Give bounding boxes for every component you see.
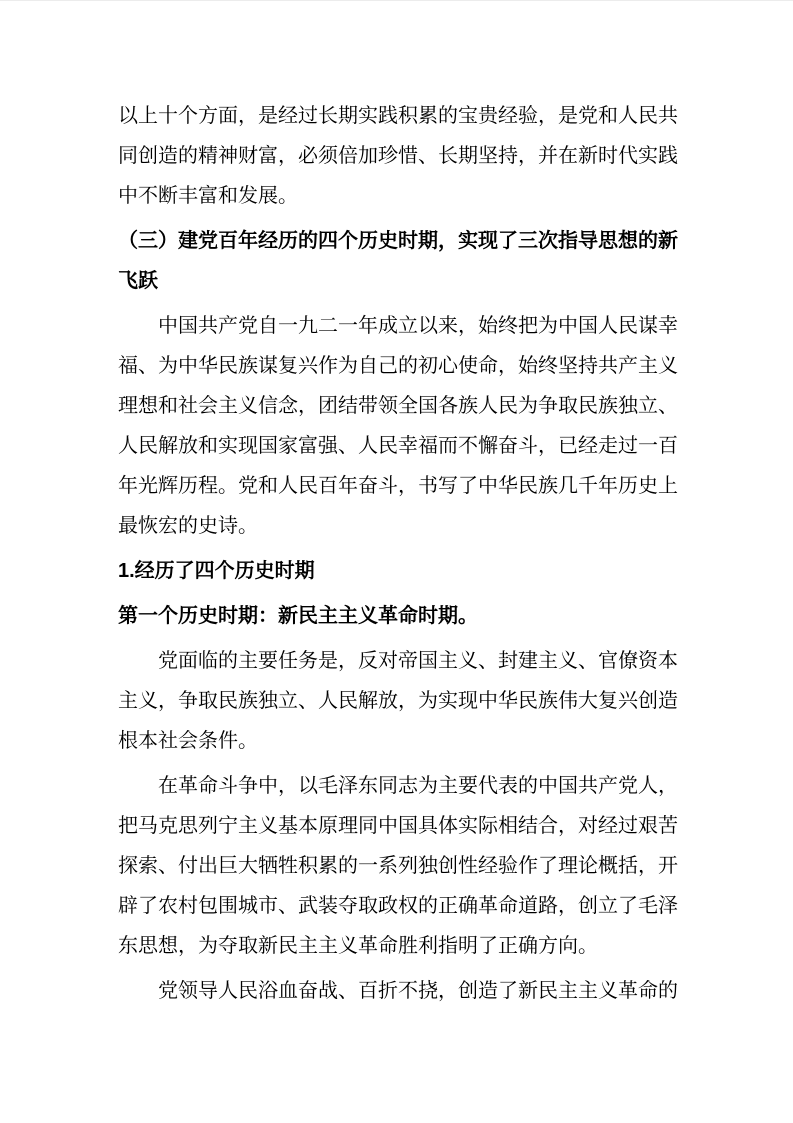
text-line: 东思想，为夺取新民主主义革命胜利指明了正确方向。 [118,935,598,957]
heading-line: 第一个历史时期：新民主主义革命时期。 [118,605,478,627]
text-line: 以上十个方面，是经过长期实践积累的宝贵经验，是党和人民共 [118,105,678,127]
text-line: 党面临的主要任务是，反对帝国主义、封建主义、官僚资本 [158,650,678,672]
text-line: 党领导人民浴血奋战、百折不挠，创造了新民主主义革命的 [158,980,678,1002]
heading-section-three [118,221,678,301]
text-line: 年光辉历程。党和人民百年奋斗，书写了中华民族几千年历史上 [118,475,678,497]
heading-first-period [118,596,678,636]
text-line: 人民解放和实现国家富强、人民幸福而不懈奋斗，已经走过一百 [118,435,678,457]
paragraph-bloody-battles [118,971,678,1011]
paragraph-party-founding [118,306,678,546]
heading-line: （三）建党百年经历的四个历史时期，实现了三次指导思想的新 [118,230,678,252]
paragraph-revolutionary-struggle [118,766,678,966]
text-line: 福、为中华民族谋复兴作为自己的初心使命，始终坚持共产主义 [118,355,678,377]
text-line: 在革命斗争中，以毛泽东同志为主要代表的中国共产党人， [158,775,678,797]
heading-four-periods [118,551,678,591]
text-line: 中国共产党自一九二一年成立以来，始终把为中国人民谋幸 [158,315,678,337]
text-line: 理想和社会主义信念，团结带领全国各族人民为争取民族独立、 [118,395,678,417]
text-line: 最恢宏的史诗。 [118,515,258,537]
document-page [0,1,793,1123]
text-line: 辟了农村包围城市、武装夺取政权的正确革命道路，创立了毛泽 [118,895,678,917]
paragraph-main-tasks [118,641,678,761]
text-line: 同创造的精神财富，必须倍加珍惜、长期坚持，并在新时代实践 [118,145,678,167]
text-line: 中不断丰富和发展。 [118,185,298,207]
text-line: 根本社会条件。 [118,730,258,752]
paragraph-experience-summary [118,96,678,216]
heading-line: 飞跃 [118,270,158,292]
heading-line: 1.经历了四个历史时期 [118,560,315,582]
text-line: 主义，争取民族独立、人民解放，为实现中华民族伟大复兴创造 [118,690,678,712]
text-line: 探索、付出巨大牺牲积累的一系列独创性经验作了理论概括，开 [118,855,678,877]
text-line: 把马克思列宁主义基本原理同中国具体实际相结合，对经过艰苦 [118,815,678,837]
